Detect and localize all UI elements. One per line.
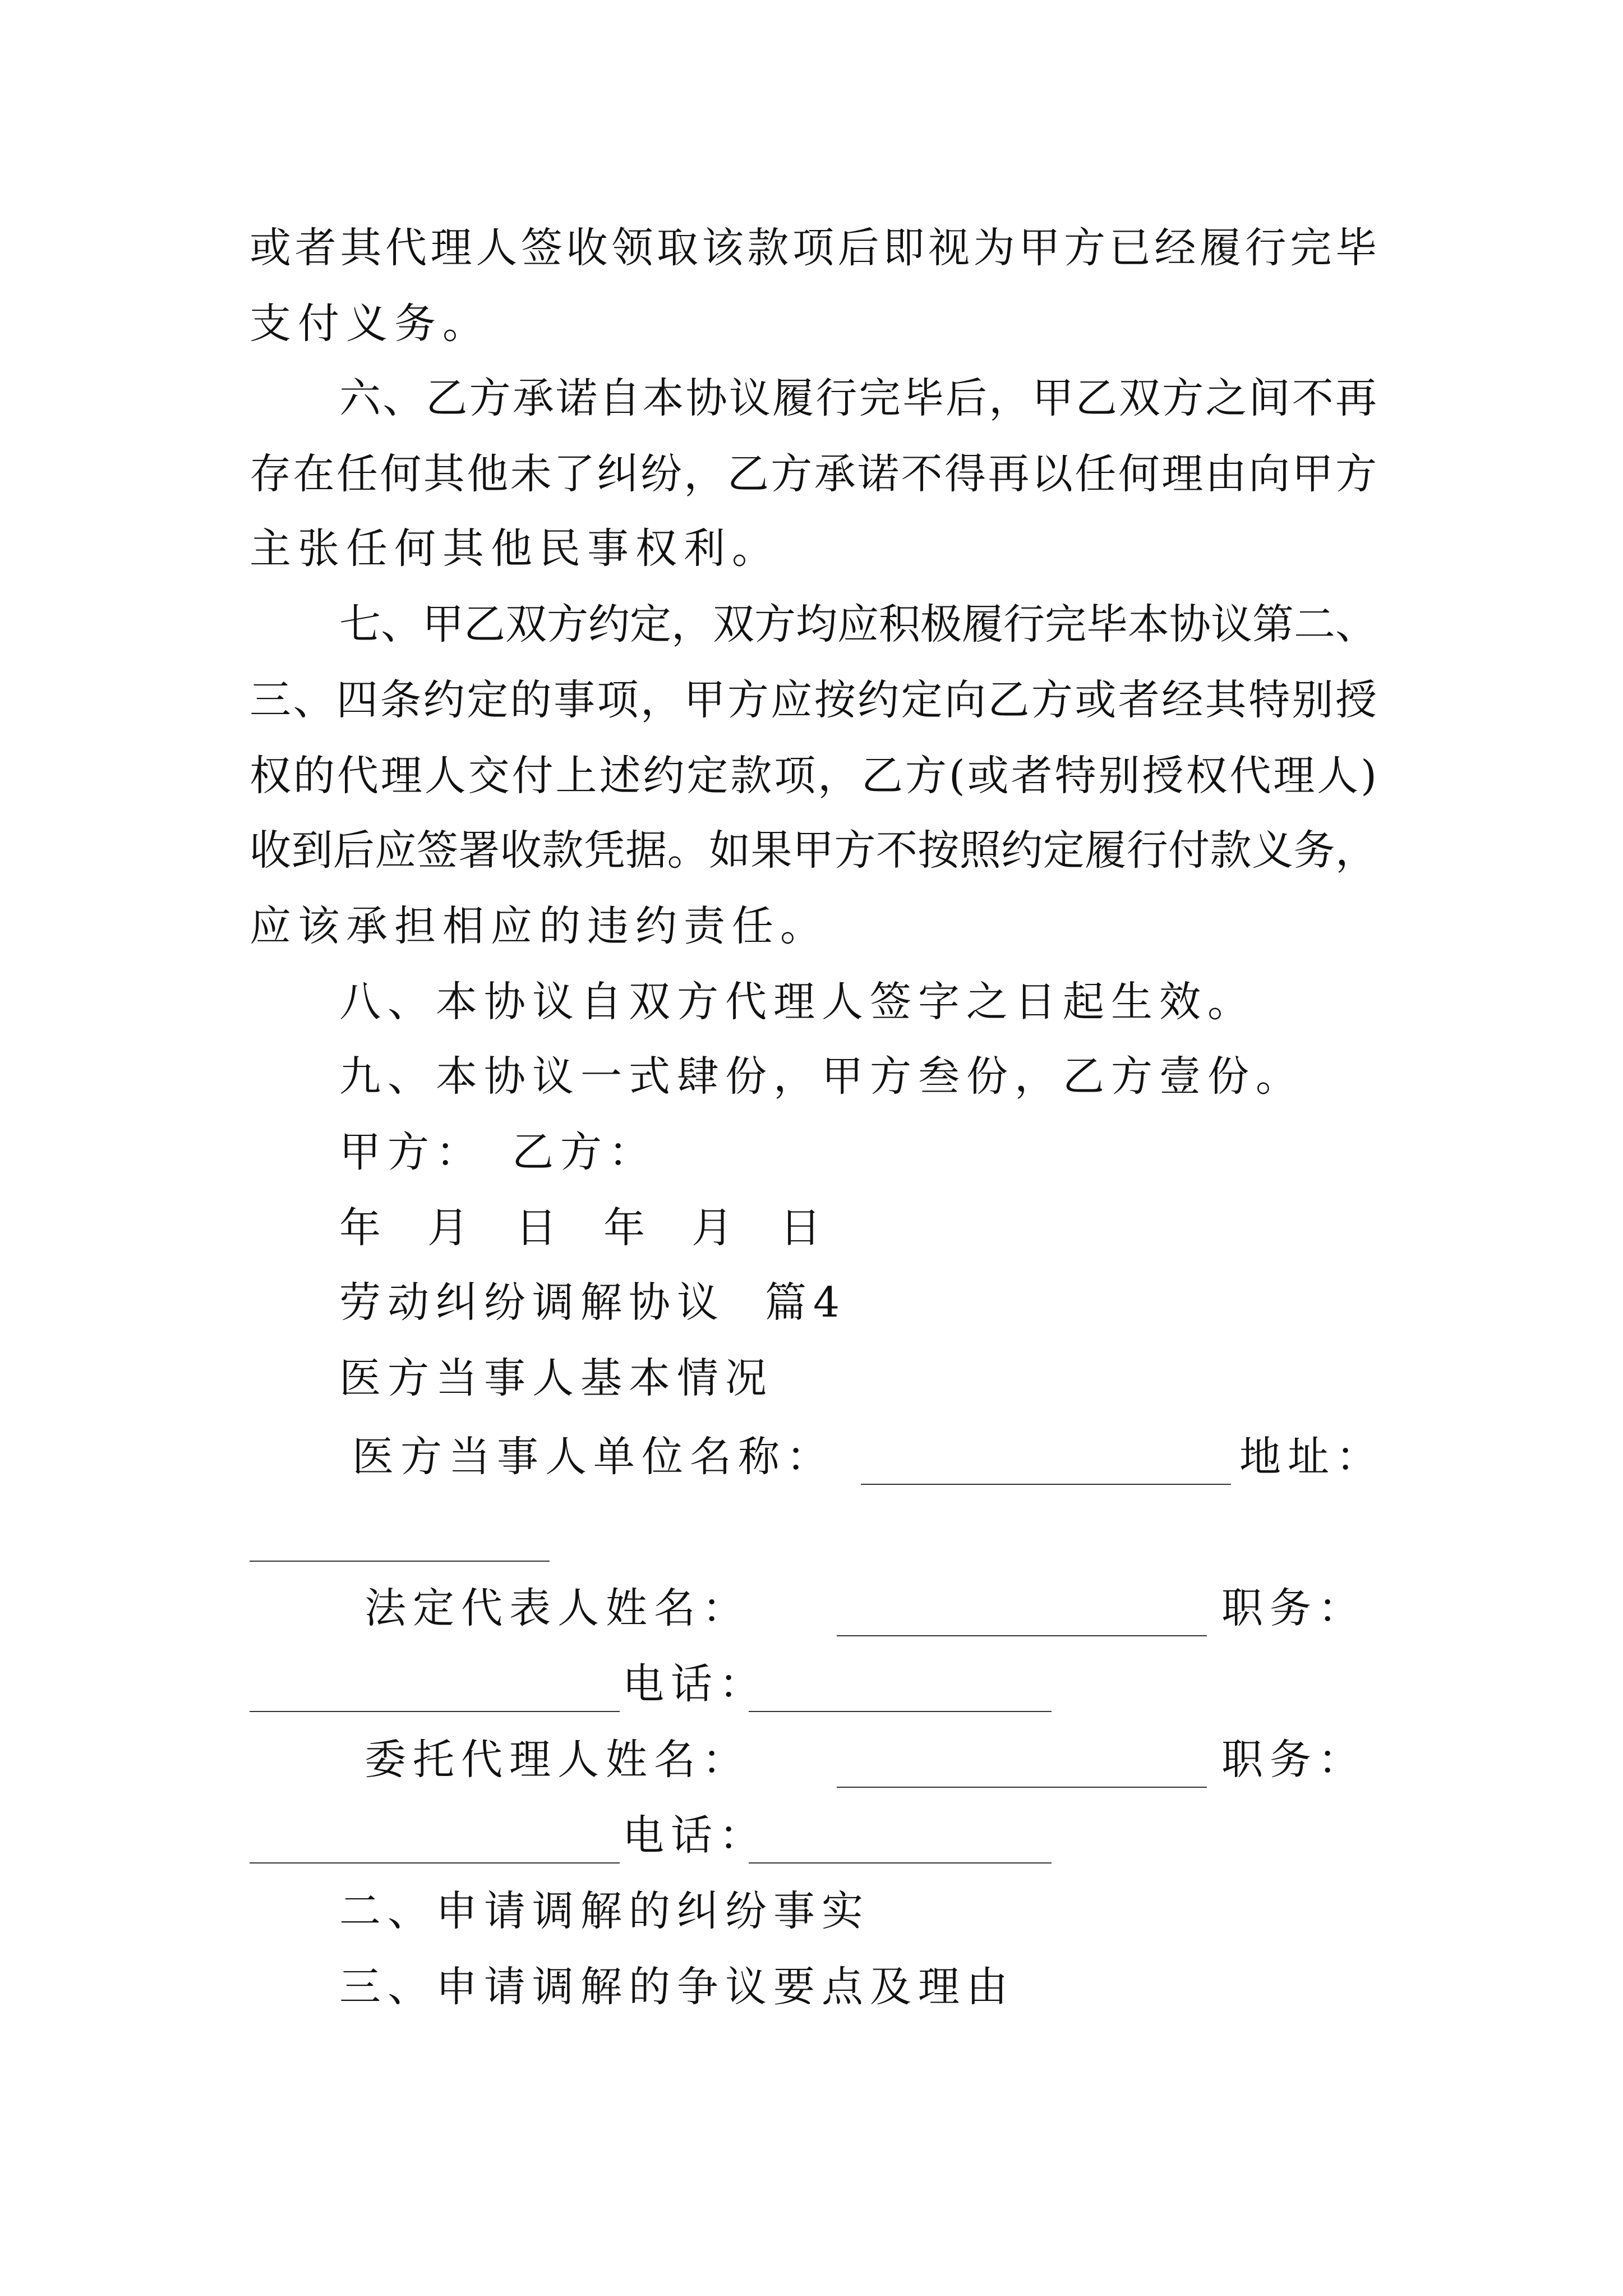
- position-blank: [250, 1862, 620, 1864]
- phone-label: 电话：: [623, 1660, 767, 1708]
- section-three: 三、申请调解的争议要点及理由: [339, 1963, 1015, 2011]
- clause-six-line: 六、乙方承诺自本协议履行完毕后，甲乙双方之间不再: [339, 374, 1377, 422]
- position-label: 职务：: [1221, 1736, 1366, 1784]
- legal-rep-blank: [837, 1635, 1207, 1636]
- agent-label: 委托代理人姓名：: [365, 1736, 750, 1784]
- section-title: 劳动纠纷调解协议 篇4: [339, 1278, 847, 1327]
- position-blank: [250, 1711, 620, 1712]
- paragraph-line: 或者其代理人签收领取该款项后即视为甲方已经履行完毕: [250, 224, 1377, 272]
- party-b-label: 乙方：: [512, 1128, 657, 1176]
- phone-blank: [749, 1862, 1052, 1864]
- signature-date-line: 年 月 日 年 月 日: [339, 1204, 828, 1252]
- agent-blank: [837, 1787, 1207, 1788]
- unit-name-blank: [861, 1484, 1231, 1485]
- unit-name-label: 医方当事人单位名称：: [352, 1433, 834, 1481]
- clause-nine-line: 九、本协议一式肆份，甲方叁份，乙方壹份。: [339, 1052, 1304, 1101]
- clause-seven-line: 七、甲乙双方约定，双方均应积极履行完毕本协议第二、: [339, 600, 1377, 648]
- section-two: 二、申请调解的纠纷事实: [339, 1887, 870, 1935]
- paragraph-line: 支付义务。: [250, 300, 491, 348]
- paragraph-line: 主张任何其他民事权利。: [250, 524, 780, 573]
- subsection-title: 医方当事人基本情况: [339, 1354, 773, 1402]
- address-label: 地址：: [1239, 1433, 1384, 1481]
- paragraph-line: 三、四条约定的事项，甲方应按约定向乙方或者经其特别授: [250, 676, 1377, 724]
- legal-rep-label: 法定代表人姓名：: [365, 1584, 750, 1632]
- paragraph-line: 收到后应签署收款凭据。如果甲方不按照约定履行付款义务，: [250, 826, 1377, 875]
- signature-parties: [339, 1124, 1377, 1180]
- paragraph-line: 应该承担相应的违约责任。: [250, 902, 828, 950]
- party-a-label: 甲方：: [339, 1128, 484, 1176]
- paragraph-line: 存在任何其他未了纠纷，乙方承诺不得再以任何理由向甲方: [250, 450, 1377, 498]
- paragraph-line: 权的代理人交付上述约定款项，乙方(或者特别授权代理人): [250, 752, 1377, 800]
- phone-label: 电话：: [623, 1811, 767, 1860]
- address-blank: [250, 1561, 550, 1562]
- clause-eight-line: 八、本协议自双方代理人签字之日起生效。: [339, 978, 1256, 1026]
- phone-blank: [749, 1711, 1052, 1712]
- position-label: 职务：: [1221, 1584, 1366, 1632]
